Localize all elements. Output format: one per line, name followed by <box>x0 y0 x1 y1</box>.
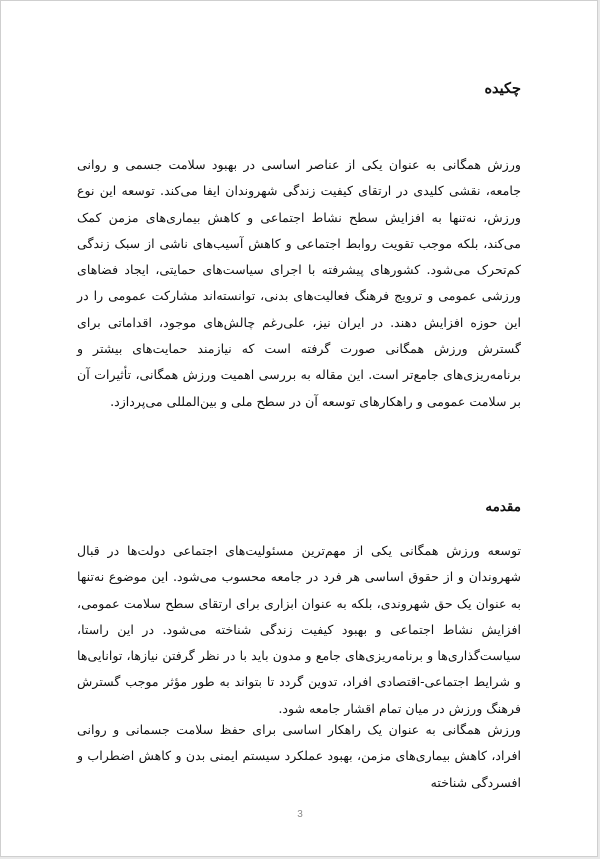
page-number: 3 <box>297 809 303 820</box>
introduction-heading: مقدمه <box>485 499 521 515</box>
introduction-paragraph-1: توسعه ورزش همگانی یکی از مهم‌ترین مسئولیت‌های اجتماعی دولت‌ها در قبال شهروندان و از حقوق اساسی هر فرد در جامعه محسوب می‌شود. این موضوع نه‌تنها به عنوان یک حق شهروندی، بلکه به عنوان ابزاری برای ارتقای سطح سلامت عمومی، افزایش نشاط اجتماعی و بهبود کیفیت زندگی شناخته می‌شود. در این راستا، سیاست‌گذاری‌ها و برنامه‌ریزی‌های جامع و مدون باید با در نظر گرفتن نیازها، توانایی‌ها و شرایط اجتماعی-اقتصادی افراد، تدوین گردد تا بتواند به طور مؤثر موجب گسترش فرهنگ ورزش در میان تمام اقشار جامعه شود. <box>77 543 521 716</box>
abstract-heading: چکیده <box>484 80 521 97</box>
abstract-paragraph: ورزش همگانی به عنوان یکی از عناصر اساسی در بهبود سلامت جسمی و روانی جامعه، نقشی کلیدی در ارتقای کیفیت زندگی شهروندان ایفا می‌کند. توسعه این نوع ورزش، نه‌تنها به افزایش سطح نشاط اجتماعی و کاهش بیماری‌های مزمن کمک می‌کند، بلکه موجب تقویت روابط اجتماعی و کاهش آسیب‌های ناشی از سبک زندگی کم‌تحرک می‌شود. کشورهای پیشرفته با اجرای سیاست‌های حمایتی، ایجاد فضاهای ورزشی عمومی و ترویج فرهنگ فعالیت‌های بدنی، توانسته‌اند مشارکت عمومی را در این حوزه افزایش دهند. در ایران نیز، علی‌رغم چالش‌های موجود، اقداماتی برای گسترش ورزش همگانی صورت گرفته است که نیازمند حمایت‌های بیشتر و برنامه‌ریزی‌های جامع‌تر است. این مقاله به بررسی اهمیت ورزش همگانی، تأثیرات آن بر سلامت عمومی و راهکارهای توسعه آن در سطح ملی و بین‌المللی می‌پردازد. <box>77 157 521 409</box>
introduction-paragraph-2: ورزش همگانی به عنوان یک راهکار اساسی برای حفظ سلامت جسمانی و روانی افراد، کاهش بیماری‌های مزمن، بهبود عملکرد سیستم ایمنی بدن و کاهش اضطراب و افسردگی شناخته <box>77 722 521 790</box>
